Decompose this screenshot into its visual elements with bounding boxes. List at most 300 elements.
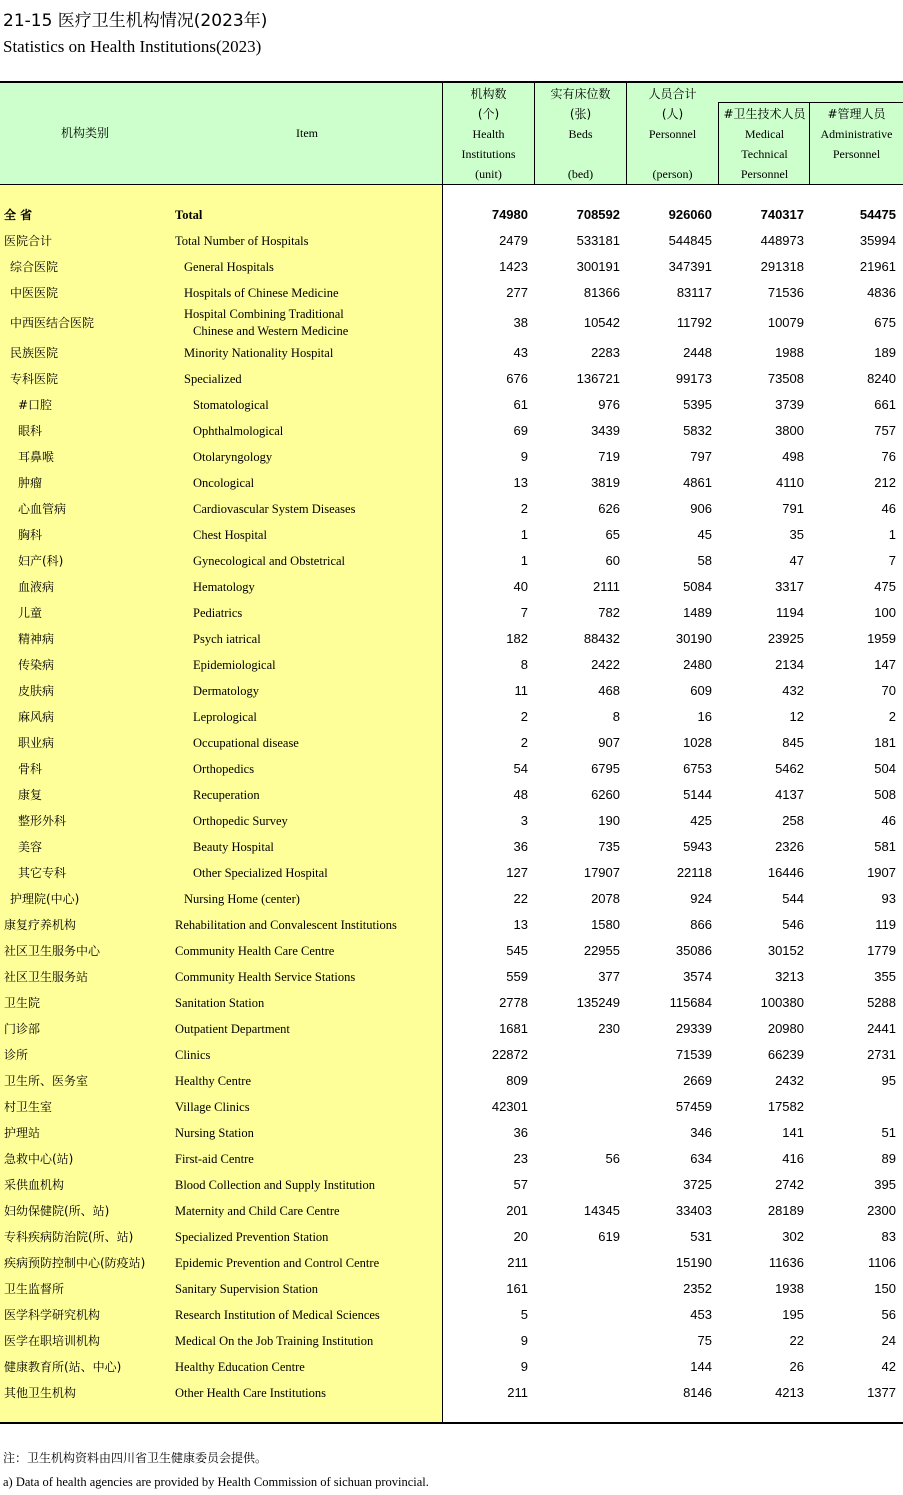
cell-value: 4213 — [775, 1385, 804, 1400]
table-row — [0, 254, 903, 280]
cell-value: 35 — [789, 527, 804, 542]
cell-value: 2300 — [867, 1203, 896, 1218]
row-label-cn: 健康教育所(站、中心) — [4, 1360, 122, 1374]
table-row — [0, 1302, 903, 1328]
cell-value: 28189 — [767, 1203, 804, 1218]
row-label-en: Blood Collection and Supply Institution — [175, 1178, 375, 1192]
row-label-cn: 职业病 — [18, 736, 55, 750]
cell-value: 8 — [612, 709, 620, 724]
cell-value: 1988 — [775, 345, 804, 360]
cell-value: 498 — [782, 449, 804, 464]
row-label-en: Otolaryngology — [193, 450, 273, 464]
cell-value: 619 — [598, 1229, 620, 1244]
cell-value: 22955 — [583, 943, 620, 958]
table-row — [0, 228, 903, 254]
table-row — [0, 280, 903, 306]
cell-value: 11 — [514, 683, 528, 698]
table-row — [0, 444, 903, 470]
cell-value: 100 — [874, 605, 896, 620]
cell-value: 230 — [598, 1021, 620, 1036]
cell-value: 48 — [513, 787, 528, 802]
cell-value: 5084 — [683, 579, 712, 594]
cell-value: 976 — [598, 397, 620, 412]
cell-value: 150 — [874, 1281, 896, 1296]
cell-value: 46 — [881, 813, 896, 828]
cell-value: 11792 — [676, 315, 712, 330]
row-label-cn: 卫生监督所 — [4, 1282, 65, 1296]
cell-value: 99173 — [675, 371, 712, 386]
cell-value: 634 — [690, 1151, 712, 1166]
cell-value: 3819 — [591, 475, 620, 490]
cell-value: 51 — [881, 1125, 896, 1140]
row-label-cn: #口腔 — [18, 398, 53, 412]
row-label-cn: 其它专科 — [18, 866, 67, 880]
cell-value: 1779 — [867, 943, 896, 958]
cell-value: 161 — [506, 1281, 528, 1296]
cell-value: 448973 — [760, 233, 804, 248]
row-label-cn: 全 省 — [4, 208, 33, 222]
cell-value: 676 — [506, 371, 528, 386]
cell-value: 181 — [874, 735, 896, 750]
cell-value: 377 — [598, 969, 620, 984]
cell-value: 2422 — [591, 657, 620, 672]
row-label-en: Specialized Prevention Station — [175, 1230, 329, 1244]
table-row — [0, 704, 903, 730]
cell-value: 119 — [875, 917, 896, 932]
cell-value: 508 — [874, 787, 896, 802]
cell-value: 22 — [513, 891, 528, 906]
cell-value: 6753 — [683, 761, 712, 776]
cell-value: 291318 — [760, 259, 804, 274]
cell-value: 46 — [881, 501, 896, 516]
cell-value: 2479 — [499, 233, 528, 248]
cell-value: 1194 — [776, 605, 804, 620]
cell-value: 531 — [690, 1229, 712, 1244]
row-label-cn: 儿童 — [18, 606, 43, 620]
cell-value: 1377 — [867, 1385, 896, 1400]
cell-value: 70 — [881, 683, 896, 698]
cell-value: 533181 — [576, 233, 620, 248]
row-label-en: Total Number of Hospitals — [175, 234, 309, 248]
table-row — [0, 1276, 903, 1302]
cell-value: 11636 — [768, 1255, 804, 1270]
row-label-en: Outpatient Department — [175, 1022, 290, 1036]
table-row — [0, 1328, 903, 1354]
cell-value: 14345 — [583, 1203, 620, 1218]
cell-value: 347391 — [668, 259, 712, 274]
cell-value: 10079 — [767, 315, 804, 330]
cell-value: 38 — [513, 315, 528, 330]
row-label-cn: 胸科 — [18, 528, 43, 542]
row-label-en: Occupational disease — [193, 736, 299, 750]
cell-value: 504 — [874, 761, 896, 776]
cell-value: 73508 — [767, 371, 804, 386]
table-row — [0, 1120, 903, 1146]
header-medical-technical: #卫生技术人员 Medical Technical Personnel — [723, 107, 806, 181]
row-label-en: Oncological — [193, 476, 255, 490]
cell-value: 13 — [513, 917, 528, 932]
table-row — [0, 470, 903, 496]
cell-value: 54475 — [859, 207, 896, 222]
table-row — [0, 1224, 903, 1250]
row-label-en: Beauty Hospital — [193, 840, 274, 854]
row-label-cn: 麻风病 — [18, 710, 55, 724]
cell-value: 23 — [513, 1151, 528, 1166]
cell-value: 740317 — [760, 207, 804, 222]
cell-value: 1106 — [868, 1255, 896, 1270]
header-values-area — [443, 83, 903, 184]
row-label-en: Stomatological — [193, 398, 269, 412]
cell-value: 355 — [874, 969, 896, 984]
cell-value: 2111 — [593, 579, 620, 594]
cell-value: 3725 — [683, 1177, 712, 1192]
table-title-en: Statistics on Health Institutions(2023) — [3, 37, 262, 56]
table-row — [0, 1354, 903, 1380]
cell-value: 36 — [513, 1125, 528, 1140]
cell-value: 13 — [513, 475, 528, 490]
cell-value: 57459 — [675, 1099, 712, 1114]
row-label-cn: 精神病 — [18, 632, 55, 646]
row-label-cn: 医学科学研究机构 — [4, 1308, 101, 1322]
row-label-en: Maternity and Child Care Centre — [175, 1204, 340, 1218]
cell-value: 661 — [874, 397, 896, 412]
cell-value: 1028 — [683, 735, 712, 750]
cell-value: 675 — [874, 315, 896, 330]
row-label-en: Minority Nationality Hospital — [184, 346, 334, 360]
cell-value: 4836 — [867, 285, 896, 300]
cell-value: 1938 — [775, 1281, 804, 1296]
cell-value: 432 — [782, 683, 804, 698]
table-row — [0, 964, 903, 990]
cell-value: 300191 — [576, 259, 620, 274]
row-label-en: Leprological — [193, 710, 257, 724]
row-label-en: Cardiovascular System Diseases — [193, 502, 356, 516]
cell-value: 115684 — [669, 995, 712, 1010]
cell-value: 12 — [789, 709, 804, 724]
row-label-en: Total — [175, 208, 203, 222]
cell-value: 189 — [874, 345, 896, 360]
row-label-cn: 社区卫生服务站 — [4, 970, 89, 984]
cell-value: 58 — [697, 553, 712, 568]
cell-value: 20 — [513, 1229, 528, 1244]
row-label-cn: 心血管病 — [18, 502, 67, 516]
row-label-en: Gynecological and Obstetrical — [193, 554, 346, 568]
table-row — [0, 782, 903, 808]
table-row — [0, 652, 903, 678]
row-label-en: Recuperation — [193, 788, 260, 802]
footnote-cn: 注：卫生机构资料由四川省卫生健康委员会提供。 — [3, 1451, 268, 1465]
cell-value: 1 — [520, 527, 528, 542]
cell-value: 797 — [690, 449, 712, 464]
cell-value: 1907 — [867, 865, 896, 880]
header-institutions: 机构数 (个) Health Institutions (unit) — [461, 87, 516, 181]
row-label-cn: 妇幼保健院(所、站) — [4, 1204, 110, 1218]
cell-value: 277 — [506, 285, 528, 300]
row-label-cn: 传染病 — [18, 658, 55, 672]
cell-value: 7 — [888, 553, 896, 568]
cell-value: 29339 — [675, 1021, 712, 1036]
cell-value: 2352 — [683, 1281, 712, 1296]
cell-value: 16446 — [767, 865, 804, 880]
cell-value: 21961 — [859, 259, 896, 274]
cell-value: 9 — [520, 1359, 528, 1374]
cell-value: 809 — [506, 1073, 528, 1088]
row-label-en: Healthy Education Centre — [175, 1360, 305, 1374]
cell-value: 2731 — [867, 1047, 896, 1062]
cell-value: 302 — [782, 1229, 804, 1244]
cell-value: 395 — [874, 1177, 896, 1192]
cell-value: 2 — [888, 709, 896, 724]
header-divider — [718, 103, 719, 184]
cell-value: 708592 — [576, 207, 620, 222]
header-divider — [809, 103, 810, 184]
cell-value: 22118 — [676, 865, 712, 880]
table-row — [0, 808, 903, 834]
table-row — [0, 1172, 903, 1198]
cell-value: 60 — [605, 553, 620, 568]
cell-value: 9 — [520, 449, 528, 464]
cell-value: 45 — [697, 527, 712, 542]
cell-value: 201 — [506, 1203, 528, 1218]
table-row — [0, 522, 903, 548]
cell-value: 2 — [520, 501, 528, 516]
cell-value: 6795 — [591, 761, 620, 776]
cell-value: 5943 — [683, 839, 712, 854]
table-row — [0, 496, 903, 522]
header-subgroup-line — [718, 102, 903, 103]
cell-value: 791 — [782, 501, 804, 516]
row-label-cn: 肿瘤 — [18, 476, 43, 490]
table-row — [0, 626, 903, 652]
row-label-cn: 护理站 — [4, 1126, 41, 1140]
cell-value: 866 — [690, 917, 712, 932]
table-row — [0, 418, 903, 444]
table-row — [0, 1146, 903, 1172]
cell-value: 24 — [881, 1333, 896, 1348]
cell-value: 1489 — [683, 605, 712, 620]
row-label-en: General Hospitals — [184, 260, 274, 274]
row-label-en-line: Chinese and Western Medicine — [193, 324, 349, 338]
table-row — [0, 600, 903, 626]
cell-value: 147 — [874, 657, 896, 672]
cell-value: 3213 — [775, 969, 804, 984]
row-label-cn: 眼科 — [18, 424, 43, 438]
cell-value: 69 — [513, 423, 528, 438]
cell-value: 2326 — [775, 839, 804, 854]
cell-value: 1423 — [499, 259, 528, 274]
row-label-cn: 门诊部 — [4, 1022, 41, 1036]
cell-value: 40 — [513, 579, 528, 594]
row-label-en: Hematology — [193, 580, 255, 594]
cell-value: 66239 — [767, 1047, 804, 1062]
cell-value: 2669 — [683, 1073, 712, 1088]
row-label-en: Sanitary Supervision Station — [175, 1282, 319, 1296]
row-label-en: Other Health Care Institutions — [175, 1386, 327, 1400]
table-row — [0, 1042, 903, 1068]
cell-value: 453 — [690, 1307, 712, 1322]
cell-value: 30152 — [767, 943, 804, 958]
row-label-cn: 采供血机构 — [4, 1178, 65, 1192]
row-label-cn: 皮肤病 — [18, 684, 55, 698]
header-beds: 实有床位数 (张) Beds (bed) — [550, 87, 611, 181]
row-label-en: Orthopedics — [193, 762, 255, 776]
cell-value: 416 — [782, 1151, 804, 1166]
row-label-cn: 康复疗养机构 — [4, 918, 77, 932]
table-row — [0, 886, 903, 912]
row-label-cn: 卫生院 — [4, 996, 41, 1010]
row-label-en: Nursing Station — [175, 1126, 254, 1140]
cell-value: 74980 — [491, 207, 528, 222]
row-label-en: Specialized — [184, 372, 242, 386]
cell-value: 56 — [605, 1151, 620, 1166]
cell-value: 2078 — [591, 891, 620, 906]
cell-value: 906 — [690, 501, 712, 516]
table-row — [0, 1198, 903, 1224]
table-row — [0, 1094, 903, 1120]
table-row — [0, 1250, 903, 1276]
table-row — [0, 756, 903, 782]
cell-value: 9 — [520, 1333, 528, 1348]
table-header — [0, 81, 903, 185]
cell-value: 609 — [690, 683, 712, 698]
footnote-en: a) Data of health agencies are provided by Health Commission of sichuan provincial. — [3, 1475, 429, 1489]
cell-value: 17907 — [583, 865, 620, 880]
row-label-cn: 卫生所、医务室 — [4, 1074, 89, 1088]
row-label-en: Hospitals of Chinese Medicine — [184, 286, 339, 300]
row-label-cn: 美容 — [18, 840, 43, 854]
cell-value: 8146 — [683, 1385, 712, 1400]
table-row — [0, 1380, 903, 1406]
cell-value: 1681 — [499, 1021, 528, 1036]
row-label-cn: 中医医院 — [10, 286, 59, 300]
cell-value: 581 — [874, 839, 896, 854]
cell-value: 33403 — [675, 1203, 712, 1218]
row-label-cn: 中西医结合医院 — [10, 316, 95, 330]
header-administrative: #管理人员 Administrative Personnel — [820, 107, 893, 161]
row-label-en: Epidemic Prevention and Control Centre — [175, 1256, 380, 1270]
table-row — [0, 990, 903, 1016]
cell-value: 35994 — [859, 233, 896, 248]
cell-value: 4137 — [775, 787, 804, 802]
cell-value: 468 — [598, 683, 620, 698]
row-label-en: Medical On the Job Training Institution — [175, 1334, 374, 1348]
cell-value: 1959 — [867, 631, 896, 646]
cell-value: 211 — [507, 1385, 528, 1400]
health-institutions-table — [0, 81, 903, 1424]
row-label-en: Community Health Care Centre — [175, 944, 335, 958]
cell-value: 15190 — [675, 1255, 712, 1270]
table-row — [0, 548, 903, 574]
header-personnel: 人员合计 (人) Personnel (person) — [648, 87, 697, 181]
cell-value: 35086 — [675, 943, 712, 958]
cell-value: 3739 — [775, 397, 804, 412]
cell-value: 16 — [697, 709, 712, 724]
cell-value: 719 — [598, 449, 620, 464]
cell-value: 71536 — [767, 285, 804, 300]
cell-value: 5144 — [683, 787, 712, 802]
row-label-en: Epidemiological — [193, 658, 276, 672]
row-label-en: Ophthalmological — [193, 424, 284, 438]
row-label-en: Rehabilitation and Convalescent Institutions — [175, 918, 397, 932]
row-label-en: First-aid Centre — [175, 1152, 254, 1166]
row-label-cn: 护理院(中心) — [10, 892, 80, 906]
row-label-en: Other Specialized Hospital — [193, 866, 328, 880]
cell-value: 5832 — [683, 423, 712, 438]
row-label-en: Chest Hospital — [193, 528, 267, 542]
table-row — [0, 366, 903, 392]
row-label-en: Psych iatrical — [193, 632, 261, 646]
cell-value: 2 — [520, 709, 528, 724]
cell-value: 757 — [874, 423, 896, 438]
row-label-cn: 医院合计 — [4, 234, 53, 248]
cell-value: 212 — [874, 475, 896, 490]
cell-value: 43 — [513, 345, 528, 360]
cell-value: 544845 — [668, 233, 712, 248]
row-label-cn: 综合医院 — [10, 260, 59, 274]
cell-value: 5395 — [683, 397, 712, 412]
row-label-cn: 其他卫生机构 — [4, 1386, 77, 1400]
cell-value: 81366 — [583, 285, 620, 300]
cell-value: 2480 — [683, 657, 712, 672]
cell-value: 7 — [520, 605, 528, 620]
cell-value: 61 — [513, 397, 528, 412]
row-label-en: Pediatrics — [193, 606, 243, 620]
cell-value: 83117 — [676, 285, 712, 300]
cell-value: 57 — [513, 1177, 528, 1192]
cell-value: 907 — [598, 735, 620, 750]
cell-value: 54 — [513, 761, 528, 776]
row-label-en: Community Health Service Stations — [175, 970, 356, 984]
cell-value: 924 — [690, 891, 712, 906]
row-label-en-line: Hospital Combining Traditional — [184, 307, 344, 321]
cell-value: 127 — [506, 865, 528, 880]
row-label-cn: 民族医院 — [10, 346, 59, 360]
row-label-cn: 血液病 — [18, 580, 55, 594]
cell-value: 1 — [888, 527, 896, 542]
cell-value: 89 — [881, 1151, 896, 1166]
cell-value: 845 — [782, 735, 804, 750]
cell-value: 100380 — [760, 995, 804, 1010]
header-divider — [534, 83, 535, 184]
cell-value: 1580 — [591, 917, 620, 932]
cell-value: 546 — [782, 917, 804, 932]
table-title-cn: 21-15 医疗卫生机构情况(2023年) — [3, 11, 268, 31]
cell-value: 2283 — [591, 345, 620, 360]
cell-value: 1 — [520, 553, 528, 568]
cell-value: 47 — [789, 553, 804, 568]
table-row — [0, 1068, 903, 1094]
cell-value: 3800 — [775, 423, 804, 438]
row-label-cn: 专科疾病防治院(所、站) — [4, 1230, 134, 1244]
table-row — [0, 1016, 903, 1042]
cell-value: 6260 — [591, 787, 620, 802]
cell-value: 144 — [690, 1359, 712, 1374]
cell-value: 22 — [789, 1333, 804, 1348]
row-label-cn: 村卫生室 — [4, 1100, 53, 1114]
row-label-cn: 专科医院 — [10, 372, 59, 386]
cell-value: 3317 — [775, 579, 804, 594]
row-label-en: Dermatology — [193, 684, 259, 698]
row-label-cn: 妇产(科) — [18, 554, 64, 568]
cell-value: 5288 — [867, 995, 896, 1010]
row-label-en: Sanitation Station — [175, 996, 265, 1010]
header-divider — [626, 83, 627, 184]
cell-value: 65 — [605, 527, 620, 542]
row-label-cn: 骨科 — [18, 762, 43, 776]
cell-value: 5462 — [775, 761, 804, 776]
cell-value: 2742 — [775, 1177, 804, 1192]
cell-value: 544 — [782, 891, 804, 906]
